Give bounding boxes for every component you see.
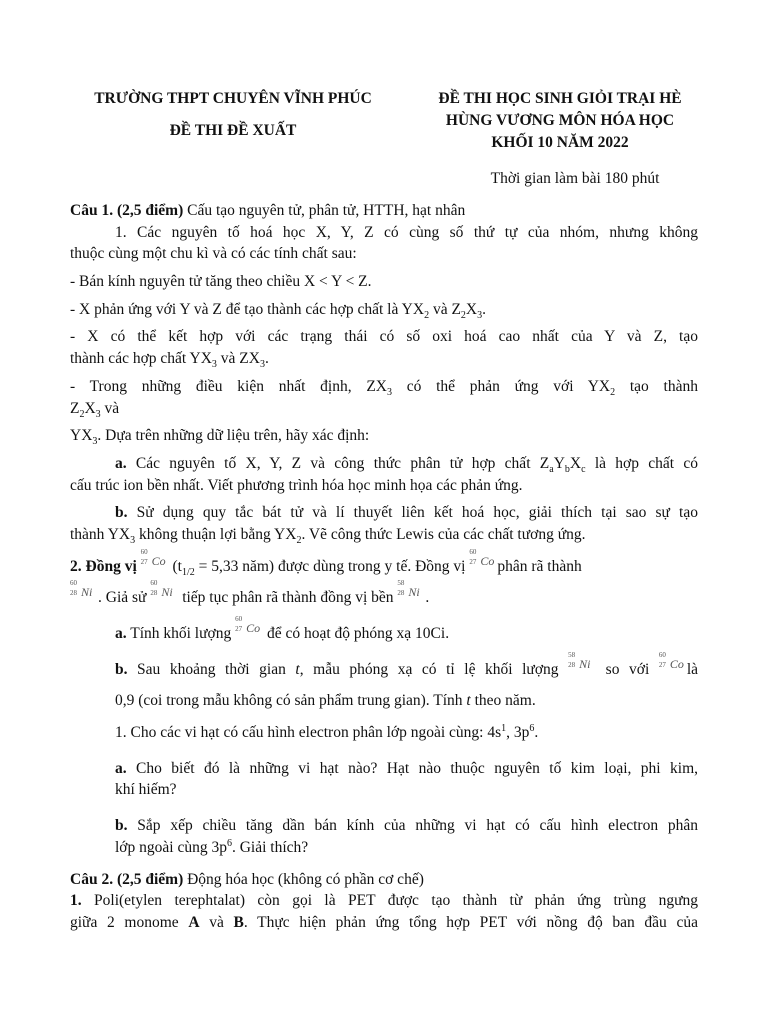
q1-bullet-1-text: - Bán kính nguyên tử tăng theo chiều X < Y < Z. <box>70 273 372 291</box>
q1-2-b-text6: theo năm. <box>470 692 536 710</box>
proposal-label: ĐỀ THI ĐỀ XUẤT <box>169 122 297 139</box>
ni60-isotope-2 <box>150 579 178 602</box>
q1-title: Câu 1. (2,5 điểm) <box>70 202 184 219</box>
q1-2-a-label: a. <box>115 625 127 642</box>
q1-2-b-text4: là <box>686 660 698 678</box>
ni58-symbol: Ni <box>408 585 420 600</box>
q1-bullet-1 <box>70 271 698 293</box>
q1-3-a-line2: khí hiếm? <box>115 781 177 799</box>
q1-2-dot: . <box>425 589 430 607</box>
q2-p1-b2: và <box>199 913 234 931</box>
co60-isotope-4 <box>658 650 687 674</box>
q1-bullet-3-line1: - X có thể kết hợp với các trạng thái có số oxi hoá cao nhất của Y và Z, tạo <box>70 328 698 346</box>
q1-2-half: (t <box>172 557 182 575</box>
q1-2-lead: 2. Đồng vị <box>70 557 137 575</box>
co60-mass-2: 60 <box>469 547 477 556</box>
q2-p1-b1: giữa 2 monome <box>70 913 189 931</box>
q1-2-half-sub: 1/2 <box>181 566 195 578</box>
q1-bullet-2: - X phản ứng với Y và Z để tạo thành các hợp chất là $YX_2$ và $Z_2X_3$. <box>70 300 486 321</box>
co60-z-2: 27 <box>469 557 477 566</box>
co60-z-4: 27 <box>658 660 666 669</box>
q1-2-b-text2: , mẫu phóng xạ có tỉ lệ khối lượng <box>299 660 559 678</box>
exam-title-line1: ĐỀ THI HỌC SINH GIỎI TRẠI HÈ <box>438 90 682 107</box>
q1-b-text2: thành YX <box>70 525 131 543</box>
q1-a-line1: a. Các nguyên tố X, Y, Z và công thức phân tử hợp chất $Z_aY_bX_c$ là hợp chất có <box>115 454 699 475</box>
q1-2-suppose: . Giả sử <box>98 589 147 607</box>
q1-yx3-rest: . Dựa trên những dữ liệu trên, hãy xác định: <box>97 427 370 445</box>
q1-3-a-line1 <box>70 758 698 780</box>
q1-b-line1 <box>70 502 698 524</box>
q1-3-a-text1: Cho biết đó là những vi hạt nào? Hạt nào thuộc nguyên tố kim loại, phi kim, <box>126 759 698 777</box>
co60-mass-3: 60 <box>235 615 243 623</box>
q1-b-label: b. <box>115 504 128 522</box>
q1-3-b-label: b. <box>115 817 128 835</box>
q1-3-mid: , 3p <box>506 724 530 742</box>
q1-p1-line1: 1. Các nguyên tố hoá học X, Y, Z có cùng số thứ tự của nhóm, nhưng không <box>115 223 698 241</box>
q2-monomer-a: A <box>188 913 200 931</box>
q1-2-b-label: b. <box>115 660 128 678</box>
q1-3-lead-text: 1. Cho các vi hạt có cấu hình electron phân lớp ngoài cùng: 4s <box>115 724 502 742</box>
q1-b-line2: thành $YX_3$ không thuận lợi bằng $YX_2$. Vẽ công thức Lewis của các chất tương ứng. <box>70 525 586 547</box>
q1-3-b-line2 <box>70 837 698 859</box>
exam-duration: Thời gian làm bài 180 phút <box>490 170 660 187</box>
q1-2-b-text3: so với <box>605 660 650 678</box>
q1-2-a-text2: để có hoạt độ phóng xạ 10Ci. <box>266 625 450 642</box>
q1-bullet-4-text-c: tạo thành <box>615 377 698 395</box>
q1-2-a <box>70 615 698 645</box>
co60-symbol-3: Co <box>246 621 261 635</box>
q1-bullet-2-text-a: - X phản ứng với Y và Z để tạo thành các hợp chất là YX <box>70 300 425 318</box>
ni60-symbol-2: Ni <box>161 585 173 600</box>
q2-heading <box>70 869 698 891</box>
q2-p1-line2 <box>70 912 698 934</box>
q1-bullet-3-text-c: và ZX <box>216 350 260 368</box>
co60-isotope-2 <box>469 547 497 571</box>
q2-monomer-b: B <box>233 913 244 931</box>
q1-2-a-text: Tính khối lượng <box>126 625 232 642</box>
ni60-z: 28 <box>70 589 77 598</box>
q1-bullet-2-text-b: và Z <box>429 300 461 318</box>
q2-p1-line1 <box>70 890 698 912</box>
q1-2-line2 <box>70 579 698 609</box>
ni58-mass-2: 58 <box>568 650 576 659</box>
ni58-symbol-2: Ni <box>579 656 591 671</box>
q1-b-text3: không thuận lợi bằng YX <box>135 525 297 543</box>
co60-z-3: 27 <box>235 625 243 633</box>
q1-bullet-3-text-b: thành các hợp chất YX <box>70 350 212 368</box>
q2-p1-text: Poli(etylen terephtalat) còn gọi là PET được tạo thành từ phản ứng trùng ngưng <box>81 892 698 910</box>
ni58-z: 28 <box>397 589 405 598</box>
q1-3-b-sup: 6 <box>226 837 232 849</box>
q1-yx3-line: $YX_3$. Dựa trên những dữ liệu trên, hãy xác định: <box>70 427 370 448</box>
q1-topic: Cấu tạo nguyên tử, phân tử, HTTH, hạt nhân <box>187 202 466 219</box>
q1-p1-line2: thuộc cùng một chu kì và có các tính chất sau: <box>70 245 357 263</box>
q1-2-b-line1 <box>70 650 698 681</box>
q1-3-sup2: 6 <box>529 722 535 734</box>
q1-2-line1 <box>70 547 698 578</box>
co60-isotope <box>140 547 169 571</box>
q1-bullet-4-text-d: X <box>84 399 96 417</box>
q1-b-text1: Sử dụng quy tắc bát tử và lí thuyết liên kết hoá học, giải thích tại sao sự tạo <box>127 504 698 522</box>
q1-2-b-t: t <box>295 660 300 678</box>
exam-title <box>412 88 708 154</box>
q1-a-text1: Các nguyên tố X, Y, Z và công thức phân tử hợp chất Z <box>126 454 550 472</box>
q2-title: Câu 2. (2,5 điểm) <box>70 870 184 888</box>
co60-isotope-3 <box>235 615 263 638</box>
q1-b-text4: . Vẽ công thức Lewis của các chất tương ứng. <box>301 525 586 543</box>
ni60-symbol: Ni <box>81 585 93 600</box>
q1-2-b-line2 <box>70 690 698 712</box>
exam-title-line3: KHỐI 10 NĂM 2022 <box>491 134 629 151</box>
q1-2-b-t-2: t <box>466 692 471 710</box>
ni58-z-2: 28 <box>568 660 576 669</box>
q2-p1-label: 1. <box>70 892 82 910</box>
q1-bullet-3-line2: thành các hợp chất $YX_3$ và $ZX_3$. <box>70 350 269 371</box>
ni58-isotope <box>397 579 425 602</box>
q1-heading <box>70 200 698 222</box>
q1-3-end: . <box>534 724 539 742</box>
q1-bullet-2-text-c: X <box>465 300 478 318</box>
ni58-isotope-2 <box>568 650 596 674</box>
co60-z: 27 <box>140 557 148 566</box>
q1-bullet-4-line1: - Trong những điều kiện nhất định, $ZX_3$ có thể phản ứng với $YX_2$ tạo thành <box>70 377 698 398</box>
q1-2-cont: tiếp tục phân rã thành đồng vị bền <box>182 589 394 607</box>
q1-bullet-4-line2: $Z_2X_3$ và <box>70 399 120 420</box>
q1-bullet-4-text-e: và <box>100 399 120 417</box>
co60-symbol: Co <box>151 553 166 568</box>
q1-yx3: YX <box>70 427 93 445</box>
q1-a-line2: cấu trúc ion bền nhất. Viết phương trình hóa học minh họa các phản ứng. <box>70 476 523 494</box>
q1-bullet-4-text-a: - Trong những điều kiện nhất định, ZX <box>70 377 387 395</box>
co60-symbol-2: Co <box>480 553 495 568</box>
co60-mass-4: 60 <box>658 650 666 659</box>
exam-title-line2: HÙNG VƯƠNG MÔN HÓA HỌC <box>445 112 675 129</box>
q1-2-b-text5: 0,9 (coi trong mẫu không có sản phẩm trung gian). Tính <box>115 692 467 710</box>
q1-a-label: a. <box>115 454 127 472</box>
ni60-mass: 60 <box>70 579 77 588</box>
ni60-mass-2: 60 <box>150 579 158 588</box>
q1-2-decay: phân rã thành <box>497 557 582 575</box>
ni58-mass: 58 <box>397 579 405 588</box>
ni60-isotope <box>70 579 98 602</box>
q1-bullet-4-text-b: có thể phản ứng với YX <box>391 377 611 395</box>
q1-3-sup1: 1 <box>501 722 507 734</box>
q1-3-b-line1 <box>70 815 698 837</box>
q1-3-b-text1: Sắp xếp chiều tăng dần bán kính của những vi hạt có cấu hình electron phân <box>127 817 698 835</box>
q1-3-a-label: a. <box>115 759 127 777</box>
q2-topic: Động hóa học (không có phần cơ chế) <box>187 870 424 888</box>
q1-3-lead <box>70 722 698 744</box>
q1-2-half-rest: = 5,33 năm) được dùng trong y tế. Đồng vị <box>194 557 466 575</box>
co60-mass: 60 <box>140 547 148 556</box>
ni60-z-2: 28 <box>150 589 158 598</box>
q1-2-b-text: Sau khoảng thời gian <box>127 660 296 678</box>
q1-a-text2: là hợp chất có <box>585 454 699 472</box>
co60-symbol-4: Co <box>669 656 684 671</box>
exam-body <box>70 200 698 934</box>
q2-p1-b3: . Thực hiện phản ứng tổng hợp PET với nồng độ ban đầu của <box>243 913 698 931</box>
school-name: TRƯỜNG THPT CHUYÊN VĨNH PHÚC <box>94 90 372 107</box>
q1-3-b-text2: lớp ngoài cùng 3p <box>115 838 227 856</box>
q1-3-b-text3: . Giải thích? <box>231 838 309 856</box>
